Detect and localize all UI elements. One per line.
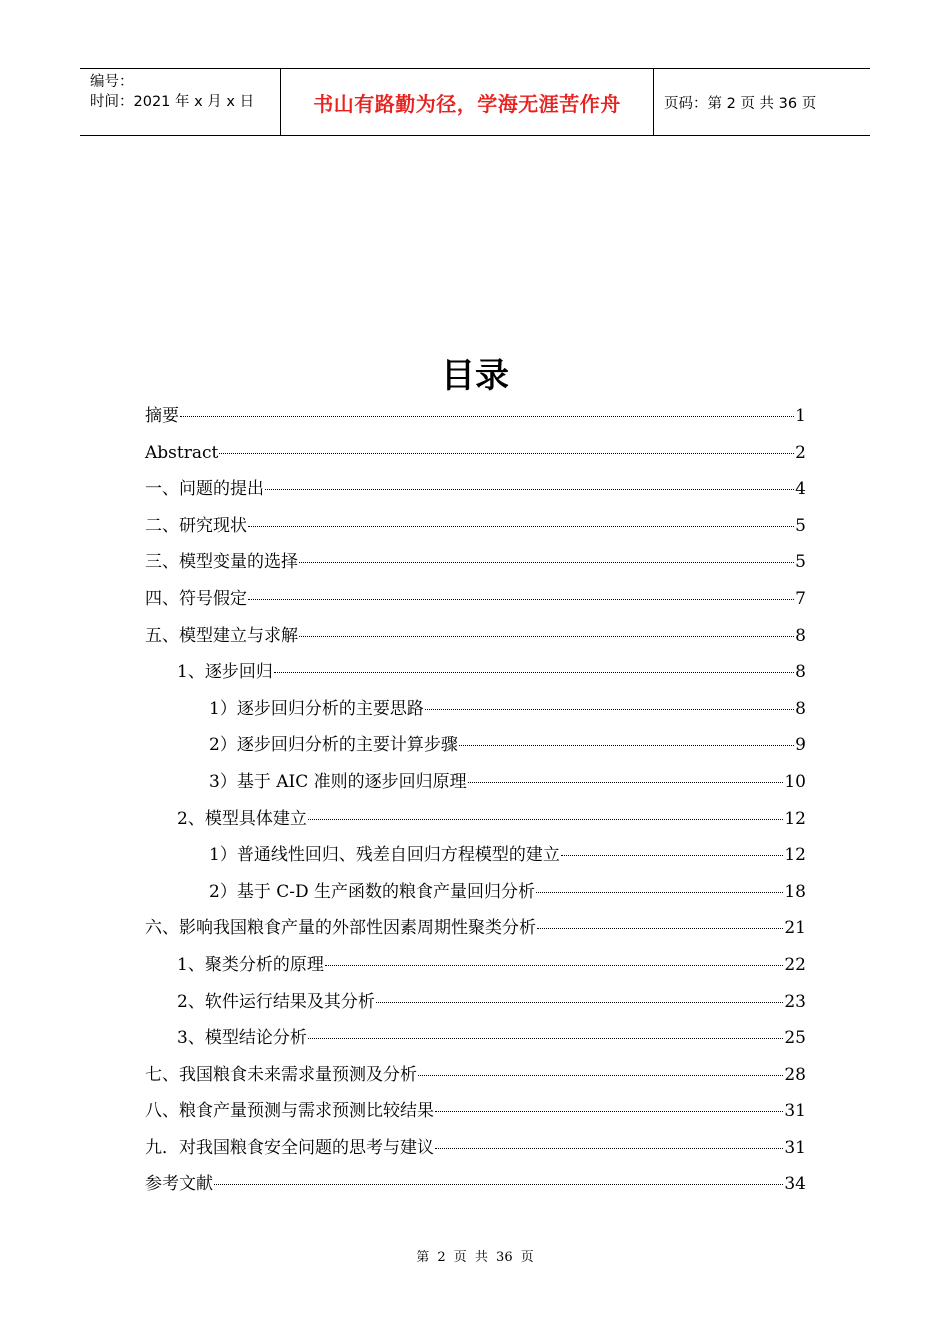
dot-leader [299,635,794,637]
dot-leader [418,1074,783,1076]
toc-entry-section-5-1-3[interactable] [145,764,806,801]
header-motto: 书山有路勤为径，学海无涯苦作舟 [281,69,654,135]
toc-entry-page: 4 [795,479,806,500]
toc-entry-label: 七、我国粮食未来需求量预测及分析 [145,1064,417,1085]
page-header [80,68,870,136]
toc-entry-section-5-2-2[interactable] [145,874,806,911]
toc-entry-page: 10 [784,771,806,792]
toc-entry-section-2[interactable] [145,508,806,545]
toc-entry-references[interactable] [145,1166,806,1203]
toc-entry-page: 31 [784,1101,806,1122]
toc-entry-page: 12 [784,845,806,866]
toc-entry-label: 一、问题的提出 [145,479,264,500]
toc-entry-section-7[interactable] [145,1057,806,1094]
toc-entry-page: 1 [795,406,806,426]
code-label: 编号： [90,74,134,90]
dot-leader [435,1110,783,1112]
toc-entry-label: 2）基于 C-D 生产函数的粮食产量回归分析 [209,881,536,902]
toc-entry-page: 22 [784,954,806,975]
toc-entry-section-6-2[interactable] [145,984,806,1021]
toc-entry-label: 2、软件运行结果及其分析 [177,991,375,1012]
dot-leader [274,671,794,673]
toc-entry-label: 九．对我国粮食安全问题的思考与建议 [145,1137,434,1158]
toc-entry-section-5-1-1[interactable] [145,691,806,728]
dot-leader [308,818,784,820]
dot-leader [248,598,794,600]
toc-entry-page: 5 [795,552,806,573]
toc-entry-page: 31 [784,1137,806,1158]
page-footer: 第 2 页 共 36 页 [416,1250,534,1265]
toc-title: 目录 [441,356,509,396]
toc-entry-label: 3）基于 AIC 准则的逐步回归原理 [209,771,467,792]
toc-entry-page: 9 [795,735,806,756]
toc-entry-label: 五、模型建立与求解 [145,625,298,646]
toc-entry-label: 1、聚类分析的原理 [177,954,324,975]
toc-entry-abstract-en[interactable] [145,435,806,472]
toc-entry-page: 25 [784,1028,806,1049]
toc-entry-label: 1、逐步回归 [177,662,273,683]
dot-leader [214,1183,783,1185]
dot-leader [248,525,794,527]
dot-leader [536,891,783,893]
toc-entry-page: 8 [795,698,806,719]
toc-entry-abstract-cn[interactable] [145,398,806,435]
dot-leader [459,744,794,746]
toc-entry-page: 28 [784,1064,806,1085]
toc-entry-page: 2 [795,442,806,463]
dot-leader [561,854,784,856]
toc-entry-page: 8 [795,625,806,646]
toc-entry-label: 四、符号假定 [145,588,247,609]
dot-leader [376,1001,784,1003]
toc-entry-section-1[interactable] [145,471,806,508]
dot-leader [299,561,794,563]
toc-entry-section-3[interactable] [145,544,806,581]
toc-entry-section-5-1-2[interactable] [145,727,806,764]
toc-entry-section-5-2-1[interactable] [145,837,806,874]
toc-entry-section-6-1[interactable] [145,947,806,984]
toc-entry-label: Abstract [145,442,219,463]
header-page-info: 页码：第 2 页 共 36 页 [664,95,817,112]
dot-leader [180,415,794,417]
dot-leader [435,1147,783,1149]
dot-leader [325,964,784,966]
toc-entry-section-5-1[interactable] [145,654,806,691]
toc-entry-page: 8 [795,662,806,683]
toc-entry-label: 八、粮食产量预测与需求预测比较结果 [145,1101,434,1122]
toc-entry-section-5-2[interactable] [145,801,806,838]
toc-entry-label: 1）逐步回归分析的主要思路 [209,698,424,719]
dot-leader [265,488,794,490]
toc-entry-page: 18 [784,881,806,902]
toc-entry-label: 2）逐步回归分析的主要计算步骤 [209,735,458,756]
toc-entry-label: 1）普通线性回归、残差自回归方程模型的建立 [209,845,560,866]
toc-entry-page: 23 [784,991,806,1012]
toc-entry-page: 12 [784,808,806,829]
dot-leader [537,927,783,929]
toc-entry-page: 34 [784,1174,806,1195]
time-label: 时间：2021 年 x 月 x 日 [90,94,255,110]
toc-entry-section-6-3[interactable] [145,1020,806,1057]
toc-entry-label: 参考文献 [145,1174,213,1195]
toc-entry-section-6[interactable] [145,910,806,947]
toc-entry-label: 二、研究现状 [145,515,247,536]
toc-entry-label: 2、模型具体建立 [177,808,307,829]
dot-leader [308,1037,784,1039]
toc-entry-label: 3、模型结论分析 [177,1028,307,1049]
toc-entry-label: 六、影响我国粮食产量的外部性因素周期性聚类分析 [145,918,536,939]
toc-entry-section-4[interactable] [145,581,806,618]
dot-leader [425,708,794,710]
toc-entry-label: 三、模型变量的选择 [145,552,298,573]
toc-entry-section-9[interactable] [145,1130,806,1167]
dot-leader [468,781,784,783]
header-meta-cell [80,69,281,135]
toc-entry-section-8[interactable] [145,1093,806,1130]
toc-entry-page: 7 [795,588,806,609]
dot-leader [219,452,794,454]
toc-entry-page: 5 [795,515,806,536]
table-of-contents [145,398,806,1203]
toc-entry-label: 摘要 [145,406,179,426]
toc-entry-section-5[interactable] [145,618,806,655]
toc-entry-page: 21 [784,918,806,939]
